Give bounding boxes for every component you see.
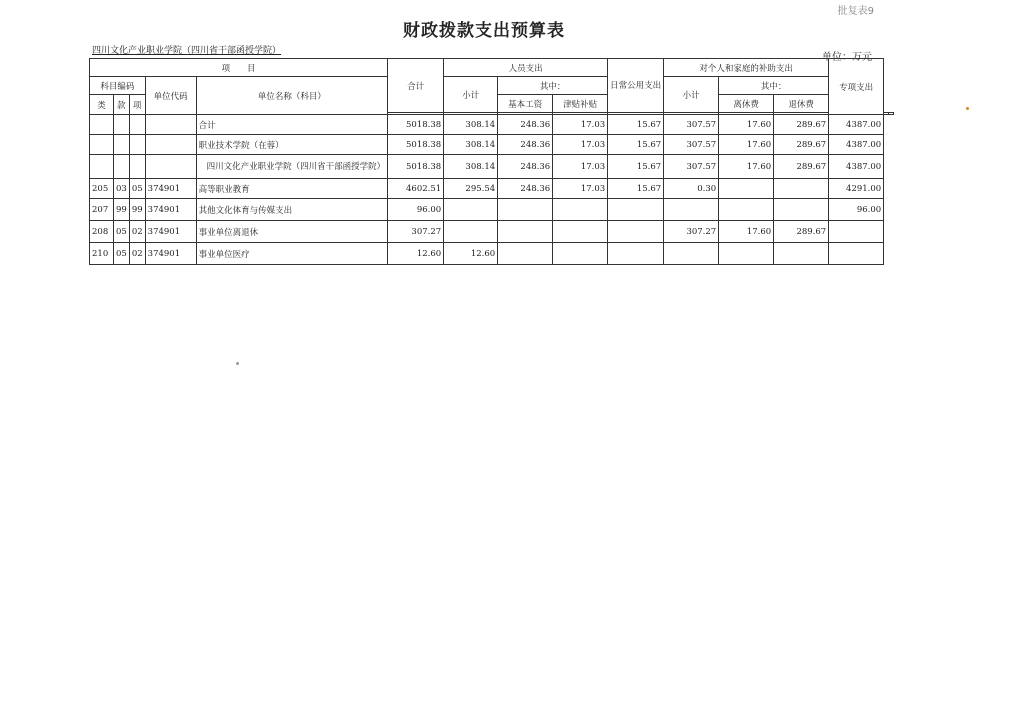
cell-unit-name: 其他文化体育与传媒支出 bbox=[196, 199, 388, 221]
cell-personnel-subtotal: 308.14 bbox=[444, 155, 498, 179]
cell-lei: 208 bbox=[90, 221, 114, 243]
cell-unit-name: 事业单位医疗 bbox=[196, 243, 388, 265]
cell-allowance: 17.03 bbox=[553, 115, 608, 135]
cell-retire-tuixiu: 289.67 bbox=[774, 221, 829, 243]
cell-subsidy-subtotal: 307.57 bbox=[664, 115, 719, 135]
cell-allowance bbox=[553, 199, 608, 221]
budget-table bbox=[89, 58, 894, 265]
cell-retire-lixiu bbox=[719, 179, 774, 199]
header-row-1 bbox=[90, 59, 894, 77]
cell-daily-public bbox=[608, 243, 664, 265]
header-retire-lixiu: 离休费 bbox=[719, 95, 774, 113]
table-row bbox=[90, 155, 894, 179]
header-xiang: 项 bbox=[129, 95, 145, 115]
header-special: 专项支出 bbox=[829, 59, 884, 115]
header-total: 合计 bbox=[388, 59, 444, 113]
table-row bbox=[90, 243, 894, 265]
cell-kuan: 03 bbox=[114, 179, 130, 199]
cell-daily-public bbox=[608, 221, 664, 243]
cell-basic-salary: 248.36 bbox=[498, 155, 553, 179]
cell-allowance bbox=[553, 221, 608, 243]
cell-subsidy-subtotal: 307.57 bbox=[664, 135, 719, 155]
cell-unit-name: 事业单位离退休 bbox=[196, 221, 388, 243]
cell-special: 4291.00 bbox=[829, 179, 884, 199]
cell-retire-lixiu bbox=[719, 243, 774, 265]
cell-daily-public: 15.67 bbox=[608, 135, 664, 155]
cell-subsidy-subtotal: 307.27 bbox=[664, 221, 719, 243]
cell-total: 5018.38 bbox=[388, 135, 444, 155]
cell-personnel-subtotal: 308.14 bbox=[444, 115, 498, 135]
header-subsidy: 对个人和家庭的补助支出 bbox=[664, 59, 829, 77]
cell-personnel-subtotal bbox=[444, 199, 498, 221]
cell-kuan bbox=[114, 155, 130, 179]
header-item: 项 目 bbox=[90, 59, 388, 77]
cell-allowance: 17.03 bbox=[553, 155, 608, 179]
cell-special bbox=[829, 243, 884, 265]
header-subsidy-of-which: 其中： bbox=[719, 77, 829, 95]
cell-retire-tuixiu bbox=[774, 179, 829, 199]
table-row bbox=[90, 135, 894, 155]
header-unit-name: 单位名称（科目） bbox=[196, 77, 388, 115]
cell-lei: 205 bbox=[90, 179, 114, 199]
cell-unit-name: 职业技术学院（在蓉） bbox=[196, 135, 388, 155]
cell-retire-lixiu: 17.60 bbox=[719, 135, 774, 155]
header-kuan: 款 bbox=[114, 95, 130, 115]
table-row bbox=[90, 199, 894, 221]
cell-kuan: 99 bbox=[114, 199, 130, 221]
table-row bbox=[90, 221, 894, 243]
cell-daily-public bbox=[608, 199, 664, 221]
cell-unit-name: 合计 bbox=[196, 115, 388, 135]
scan-speck bbox=[966, 107, 969, 110]
cell-retire-lixiu: 17.60 bbox=[719, 155, 774, 179]
cell-kuan: 05 bbox=[114, 221, 130, 243]
header-subject-code: 科目编码 bbox=[90, 77, 146, 95]
header-lei: 类 bbox=[90, 95, 114, 115]
cell-kuan: 05 bbox=[114, 243, 130, 265]
cell-retire-lixiu: 17.60 bbox=[719, 115, 774, 135]
cell-retire-tuixiu: 289.67 bbox=[774, 115, 829, 135]
cell-basic-salary bbox=[498, 199, 553, 221]
table-row bbox=[90, 115, 894, 135]
cell-total: 4602.51 bbox=[388, 179, 444, 199]
cell-retire-tuixiu bbox=[774, 243, 829, 265]
table-row bbox=[90, 179, 894, 199]
cell-subsidy-subtotal bbox=[664, 199, 719, 221]
cell-unit-name: 四川文化产业职业学院（四川省干部函授学院） bbox=[196, 155, 388, 179]
cell-xiang: 02 bbox=[129, 221, 145, 243]
budget-unit-name: 四川文化产业职业学院（四川省干部函授学院） bbox=[92, 46, 282, 56]
cell-special: 4387.00 bbox=[829, 115, 884, 135]
header-personnel-subtotal: 小计 bbox=[444, 77, 498, 113]
cell-special: 96.00 bbox=[829, 199, 884, 221]
cell-kuan bbox=[114, 115, 130, 135]
cell-basic-salary bbox=[498, 243, 553, 265]
cell-unit-code bbox=[145, 115, 196, 135]
cell-allowance bbox=[553, 243, 608, 265]
cell-lei bbox=[90, 155, 114, 179]
form-number-tag: 批复表9 bbox=[837, 6, 874, 17]
cell-lei: 210 bbox=[90, 243, 114, 265]
cell-allowance: 17.03 bbox=[553, 135, 608, 155]
cell-subsidy-subtotal: 307.57 bbox=[664, 155, 719, 179]
cell-xiang: 99 bbox=[129, 199, 145, 221]
cell-personnel-subtotal bbox=[444, 221, 498, 243]
currency-unit-label: 单位：万元 bbox=[822, 52, 872, 63]
header-subsidy-subtotal: 小计 bbox=[664, 77, 719, 113]
cell-special: 4387.00 bbox=[829, 135, 884, 155]
cell-daily-public: 15.67 bbox=[608, 115, 664, 135]
cell-basic-salary: 248.36 bbox=[498, 135, 553, 155]
cell-unit-name: 高等职业教育 bbox=[196, 179, 388, 199]
cell-unit-code: 374901 bbox=[145, 179, 196, 199]
cell-lei bbox=[90, 115, 114, 135]
cell-xiang: 02 bbox=[129, 243, 145, 265]
cell-total: 5018.38 bbox=[388, 115, 444, 135]
cell-retire-tuixiu: 289.67 bbox=[774, 155, 829, 179]
cell-basic-salary bbox=[498, 221, 553, 243]
page-title: 财政拨款支出预算表 bbox=[403, 21, 565, 41]
cell-daily-public: 15.67 bbox=[608, 179, 664, 199]
scan-speck bbox=[236, 362, 239, 365]
cell-basic-salary: 248.36 bbox=[498, 179, 553, 199]
cell-subsidy-subtotal bbox=[664, 243, 719, 265]
cell-retire-tuixiu: 289.67 bbox=[774, 135, 829, 155]
cell-xiang bbox=[129, 135, 145, 155]
cell-total: 307.27 bbox=[388, 221, 444, 243]
cell-kuan bbox=[114, 135, 130, 155]
cell-retire-tuixiu bbox=[774, 199, 829, 221]
cell-total: 5018.38 bbox=[388, 155, 444, 179]
cell-basic-salary: 248.36 bbox=[498, 115, 553, 135]
cell-unit-code: 374901 bbox=[145, 199, 196, 221]
cell-personnel-subtotal: 12.60 bbox=[444, 243, 498, 265]
cell-personnel-subtotal: 295.54 bbox=[444, 179, 498, 199]
cell-unit-code bbox=[145, 155, 196, 179]
header-personnel-of-which: 其中： bbox=[498, 77, 608, 95]
cell-unit-code: 374901 bbox=[145, 243, 196, 265]
cell-total: 12.60 bbox=[388, 243, 444, 265]
header-row-2 bbox=[90, 77, 894, 95]
header-personnel: 人员支出 bbox=[444, 59, 608, 77]
header-allowance: 津贴补贴 bbox=[553, 95, 608, 113]
cell-xiang: 05 bbox=[129, 179, 145, 199]
cell-special bbox=[829, 221, 884, 243]
cell-lei bbox=[90, 135, 114, 155]
cell-unit-code: 374901 bbox=[145, 221, 196, 243]
cell-retire-lixiu: 17.60 bbox=[719, 221, 774, 243]
cell-total: 96.00 bbox=[388, 199, 444, 221]
cell-xiang bbox=[129, 115, 145, 135]
header-retire-tuixiu: 退休费 bbox=[774, 95, 829, 113]
cell-allowance: 17.03 bbox=[553, 179, 608, 199]
cell-personnel-subtotal: 308.14 bbox=[444, 135, 498, 155]
cell-unit-code bbox=[145, 135, 196, 155]
header-unit-code: 单位代码 bbox=[145, 77, 196, 115]
cell-daily-public: 15.67 bbox=[608, 155, 664, 179]
cell-retire-lixiu bbox=[719, 199, 774, 221]
cell-subsidy-subtotal: 0.30 bbox=[664, 179, 719, 199]
cell-xiang bbox=[129, 155, 145, 179]
cell-special: 4387.00 bbox=[829, 155, 884, 179]
cell-lei: 207 bbox=[90, 199, 114, 221]
header-daily-public: 日常公用支出 bbox=[608, 59, 664, 113]
header-basic-salary: 基本工资 bbox=[498, 95, 553, 113]
